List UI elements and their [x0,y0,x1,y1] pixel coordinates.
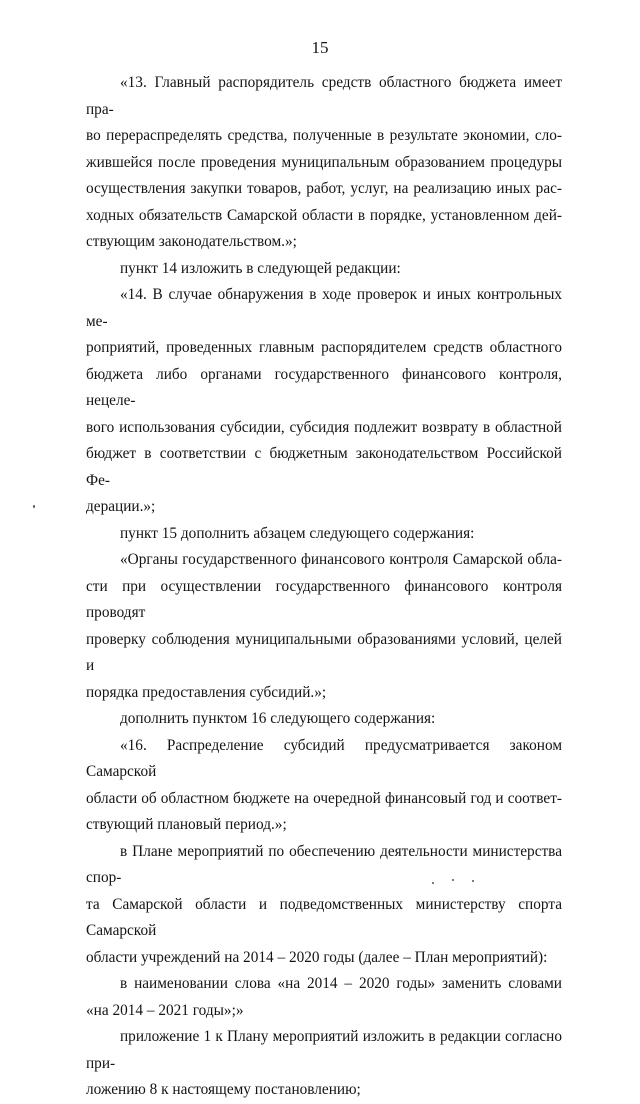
text-line: приложение 1 к Плану мероприятий изложить в редакции согласно при- [86,1028,562,1072]
text-line: та Самарской области и подведомственных министерству спорта Самарской [86,895,562,939]
text-line: «Органы государственного финансового контроля Самарской обла- [120,551,562,568]
text-line: порядка предоставления субсидий.»; [86,683,327,701]
paragraph-item-13 [86,70,562,256]
text-line: «13. Главный распорядитель средств областного бюджета имеет пра- [86,74,562,118]
text-line: бюджет в соответствии с бюджетным законодательством Российской Фе- [86,445,562,489]
text-line: во перераспределять средства, полученные в результате экономии, сло- [86,127,562,144]
text-line: бюджета либо органами государственного финансового контроля, нецеле- [86,365,562,409]
text-line: ложению 8 к настоящему постановлению; [86,1081,361,1098]
text-line: «16. Распределение субсидий предусматривается законом Самарской [86,736,562,780]
scan-speck [472,880,474,882]
text-line: «на 2014 – 2021 годы»;» [86,1001,244,1019]
paragraph-instruction-14 [86,256,562,283]
text-line: сти при осуществлении государственного финансового контроля проводят [86,577,562,621]
text-line: ствующий плановый период.»; [86,816,287,833]
text-line: ствующим законодательством.»; [86,233,297,250]
text-line: области об областном бюджете на очередной финансовый год и соответ- [86,789,562,807]
text-line: «14. В случае обнаружения в ходе проверок и иных контрольных ме- [86,286,562,330]
paragraph-appendix-change [86,1024,562,1104]
scan-speck [432,882,434,884]
text-line: пункт 14 изложить в следующей редакции: [120,259,401,277]
text-line: дерации.»; [86,498,156,515]
text-line: проверку соблюдения муниципальными образованиями условий, целей и [86,630,562,674]
text-line: дополнить пунктом 16 следующего содержания: [120,710,436,727]
scan-speck [452,879,454,881]
paragraph-item-16 [86,733,562,839]
text-line: осуществления закупки товаров, работ, услуг, на реализацию иных рас- [86,180,562,197]
paragraph-title-change [86,971,562,1024]
document-body [86,70,562,1104]
text-line: в Плане мероприятий по обеспечению деятельности министерства спор- [86,842,562,886]
text-line: области учреждений на 2014 – 2020 годы (далее – План мероприятий): [86,948,548,966]
paragraph-instruction-16 [86,706,562,733]
paragraph-instruction-15 [86,521,562,548]
text-line: в наименовании слова «на 2014 – 2020 годы» заменить словами [120,975,562,992]
text-line: ходных обязательств Самарской области в порядке, установленном дей- [86,206,562,224]
page-number: 15 [311,38,329,57]
paragraph-item-14 [86,282,562,521]
text-line: вого использования субсидии, субсидия подлежит возврату в областной [86,418,562,436]
text-line: роприятий, проведенных главным распорядителем средств областного [86,339,562,356]
paragraph-item-15-addition [86,547,562,706]
scan-speck [33,505,35,508]
text-line: пункт 15 дополнить абзацем следующего содержания: [120,524,475,542]
text-line: жившейся после проведения муниципальным образованием процедуры [86,153,562,171]
